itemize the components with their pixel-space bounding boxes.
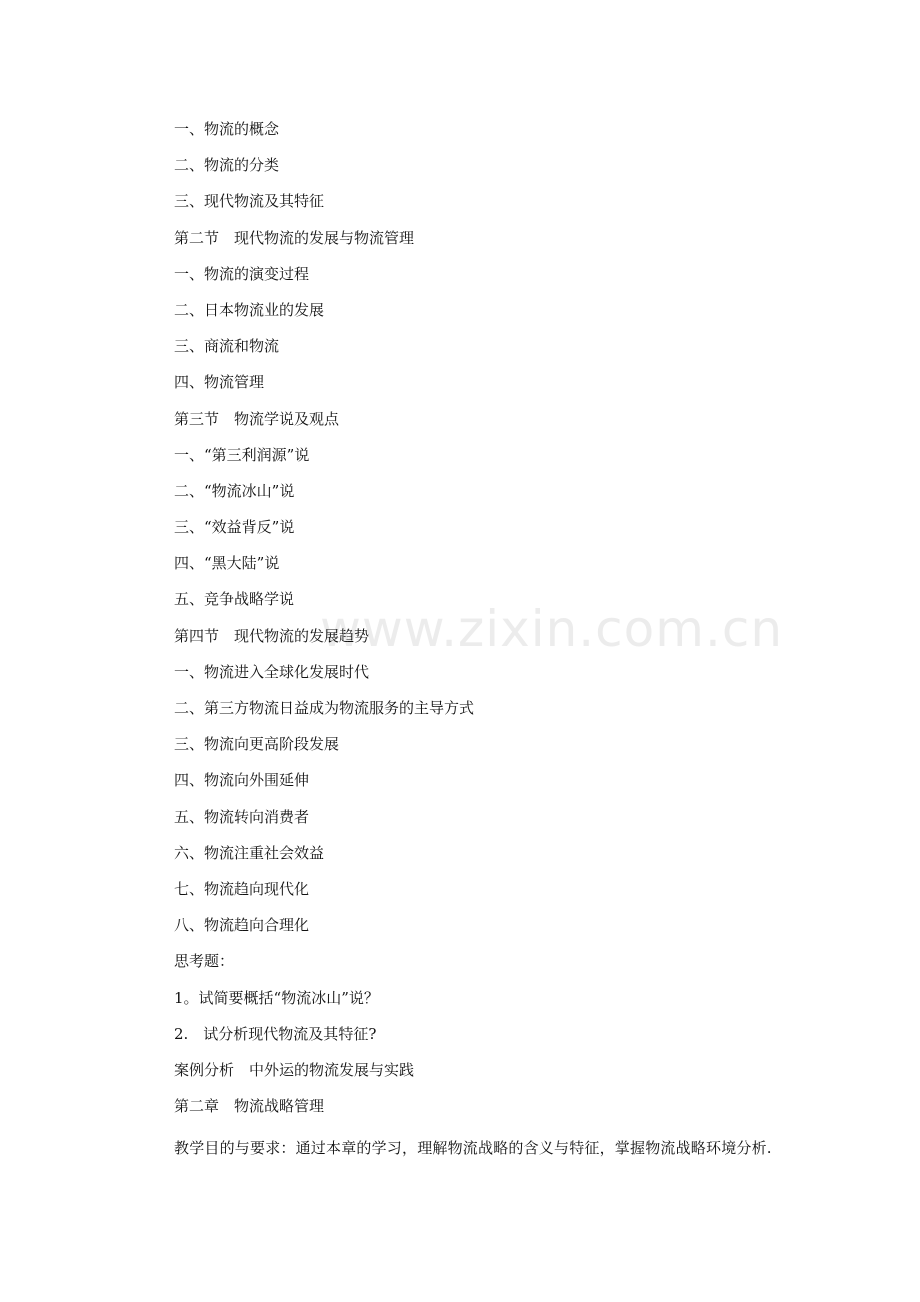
- outline-item: 六、物流注重社会效益: [174, 843, 325, 862]
- outline-item: 三、商流和物流: [174, 337, 280, 356]
- outline-item: 三、现代物流及其特征: [174, 192, 325, 211]
- outline-item: 四、“黑大陆”说: [174, 554, 280, 573]
- outline-item: 八、物流趋向合理化: [174, 916, 310, 935]
- outline-item: 二、物流的分类: [174, 156, 280, 175]
- watermark: www.zixin.com.cn: [320, 600, 784, 658]
- outline-item: 七、物流趋向现代化: [174, 879, 310, 898]
- outline-item: 四、物流向外围延伸: [174, 771, 310, 790]
- outline-item: 五、竞争战略学说: [174, 590, 295, 609]
- outline-item: 二、日本物流业的发展: [174, 300, 325, 319]
- questions-heading: 思考题：: [174, 952, 235, 971]
- outline-item: 一、“第三利润源”说: [174, 445, 310, 464]
- outline-item: 二、“物流冰山”说: [174, 481, 295, 500]
- outline-item: 三、“效益背反”说: [174, 518, 295, 537]
- outline-list: [174, 116, 794, 1129]
- outline-item: 一、物流的概念: [174, 120, 280, 138]
- section-heading: 第四节 现代物流的发展趋势: [174, 626, 370, 645]
- outline-item: 一、物流进入全球化发展时代: [174, 662, 370, 681]
- outline-item: 三、物流向更高阶段发展: [174, 735, 340, 754]
- outline-item: 四、物流管理: [174, 373, 265, 392]
- outline-item: 一、物流的演变过程: [174, 264, 310, 283]
- question-item: 2. 试分析现代物流及其特征?: [174, 1024, 377, 1043]
- outline-item: 二、第三方物流日益成为物流服务的主导方式: [174, 699, 475, 717]
- section-heading: 第二节 现代物流的发展与物流管理: [174, 228, 415, 247]
- section-heading: 第三节 物流学说及观点: [174, 409, 340, 428]
- chapter-heading: 第二章 物流战略管理: [174, 1097, 325, 1116]
- case-study-heading: 案例分析 中外运的物流发展与实践: [174, 1060, 415, 1079]
- outline-item: 五、物流转向消费者: [174, 807, 310, 826]
- objectives-paragraph: 教学目的与要求：通过本章的学习，理解物流战略的含义与特征，掌握物流战略环境分析.: [174, 1139, 772, 1157]
- question-item: 1。试简要概括“物流冰山”说？: [174, 988, 379, 1007]
